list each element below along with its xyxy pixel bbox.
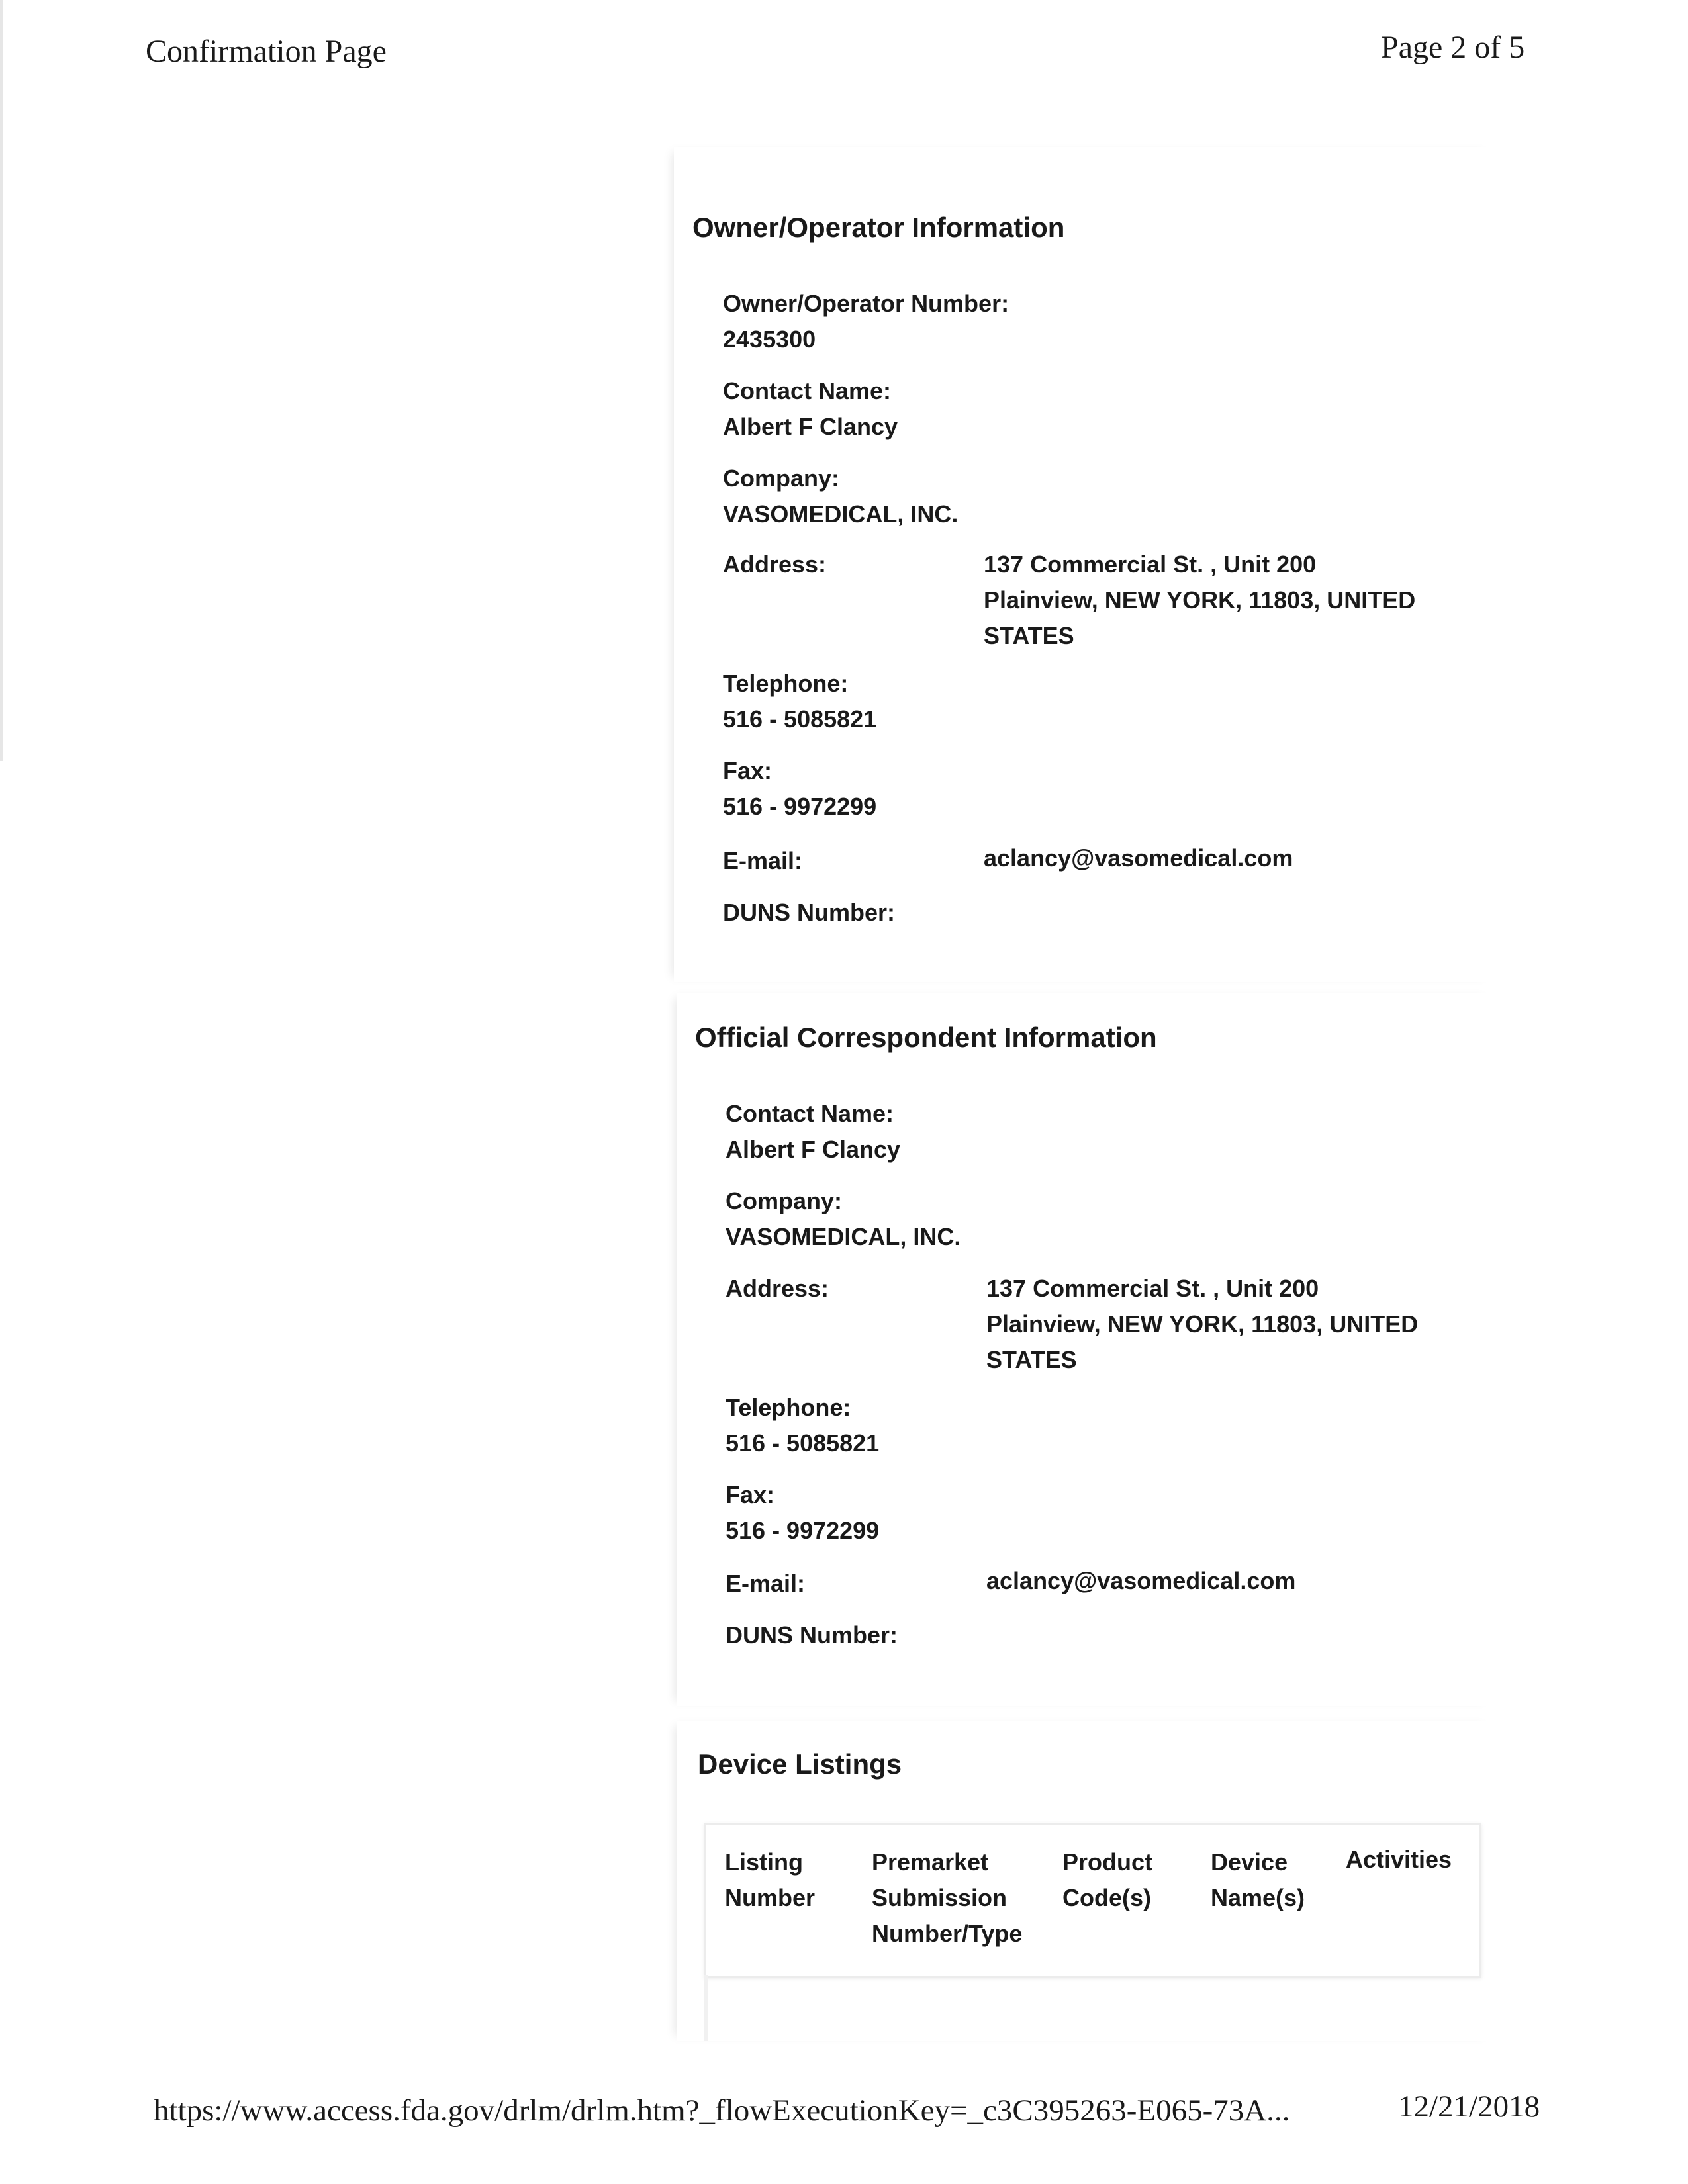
oc-address-label: Address: — [726, 1275, 829, 1302]
print-header-page-number: Page 2 of 5 — [1381, 30, 1525, 65]
owner-address-label: Address: — [723, 551, 827, 578]
device-listings-section — [677, 1721, 1495, 2041]
owner-operator-number-label: Owner/Operator Number: — [723, 290, 1009, 317]
owner-company-label: Company: — [723, 465, 840, 492]
official-correspondent-section — [677, 993, 1495, 1706]
owner-company-value: VASOMEDICAL, INC. — [723, 500, 959, 527]
owner-fax-label: Fax: — [723, 757, 773, 784]
oc-telephone-value: 516 - 5085821 — [726, 1430, 880, 1457]
oc-duns-field — [726, 1617, 898, 1653]
owner-duns-label: DUNS Number: — [723, 899, 896, 926]
oc-company-label: Company: — [726, 1187, 843, 1214]
oc-fax-field — [726, 1477, 879, 1549]
owner-operator-section — [674, 147, 1495, 982]
owner-fax-field — [723, 753, 876, 825]
owner-telephone-field — [723, 666, 876, 737]
oc-contact-name-label: Contact Name: — [726, 1100, 894, 1127]
column-header-premarket-submission[interactable]: Premarket Submission Number/Type — [872, 1848, 1023, 1947]
oc-email-value: aclancy@vasomedical.com — [986, 1567, 1296, 1594]
scan-edge — [0, 0, 3, 761]
owner-contact-name-value: Albert F Clancy — [723, 413, 898, 440]
oc-address-value — [986, 1271, 1463, 1378]
owner-email-value-wrap — [984, 843, 1460, 876]
owner-email-value: aclancy@vasomedical.com — [984, 844, 1293, 872]
column-header-device-names[interactable]: Device Name(s) — [1211, 1848, 1305, 1911]
device-listings-heading: Device Listings — [698, 1749, 902, 1780]
oc-contact-name-field — [726, 1096, 900, 1167]
owner-operator-number-field — [723, 286, 1009, 357]
print-header-title: Confirmation Page — [146, 34, 387, 69]
print-footer-date: 12/21/2018 — [1398, 2089, 1540, 2124]
oc-email-label: E-mail: — [726, 1570, 806, 1597]
owner-duns-field — [723, 895, 895, 931]
oc-address-line-1: 137 Commercial St. , Unit 200 — [986, 1275, 1319, 1302]
oc-email-value-wrap — [986, 1566, 1463, 1599]
oc-fax-label: Fax: — [726, 1481, 775, 1508]
owner-contact-name-label: Contact Name: — [723, 377, 892, 404]
oc-address-line-3: STATES — [986, 1346, 1077, 1373]
owner-operator-heading: Owner/Operator Information — [692, 212, 1065, 243]
column-header-activities[interactable]: Activities — [1346, 1846, 1452, 1873]
owner-telephone-value: 516 - 5085821 — [723, 705, 877, 733]
table-continuation-edge — [704, 1975, 708, 2041]
owner-operator-number-value: 2435300 — [723, 326, 816, 353]
owner-company-field — [723, 461, 958, 532]
oc-telephone-field — [726, 1390, 879, 1461]
owner-address-value — [984, 547, 1460, 654]
owner-fax-value: 516 - 9972299 — [723, 793, 877, 820]
owner-contact-name-field — [723, 373, 898, 445]
official-correspondent-heading: Official Correspondent Information — [695, 1022, 1157, 1053]
owner-address-line-1: 137 Commercial St. , Unit 200 — [984, 551, 1317, 578]
owner-address-line-2: Plainview, NEW YORK, 11803, UNITED — [984, 586, 1416, 614]
oc-company-field — [726, 1183, 961, 1255]
owner-telephone-label: Telephone: — [723, 670, 849, 697]
column-header-listing-number[interactable]: Listing Number — [725, 1848, 816, 1911]
oc-fax-value: 516 - 9972299 — [726, 1517, 880, 1544]
print-footer-url: https://www.access.fda.gov/drlm/drlm.htm?_flowExecutionKey=_c3C395263-E065-73A... — [154, 2093, 1290, 2128]
oc-telephone-label: Telephone: — [726, 1394, 851, 1421]
column-header-product-codes[interactable]: Product Code(s) — [1062, 1848, 1153, 1911]
oc-company-value: VASOMEDICAL, INC. — [726, 1223, 961, 1250]
owner-email-label: E-mail: — [723, 847, 803, 874]
owner-address-line-3: STATES — [984, 622, 1074, 649]
oc-contact-name-value: Albert F Clancy — [726, 1136, 901, 1163]
oc-duns-label: DUNS Number: — [726, 1621, 898, 1649]
oc-address-line-2: Plainview, NEW YORK, 11803, UNITED — [986, 1310, 1419, 1338]
device-listings-table — [704, 1823, 1481, 1978]
